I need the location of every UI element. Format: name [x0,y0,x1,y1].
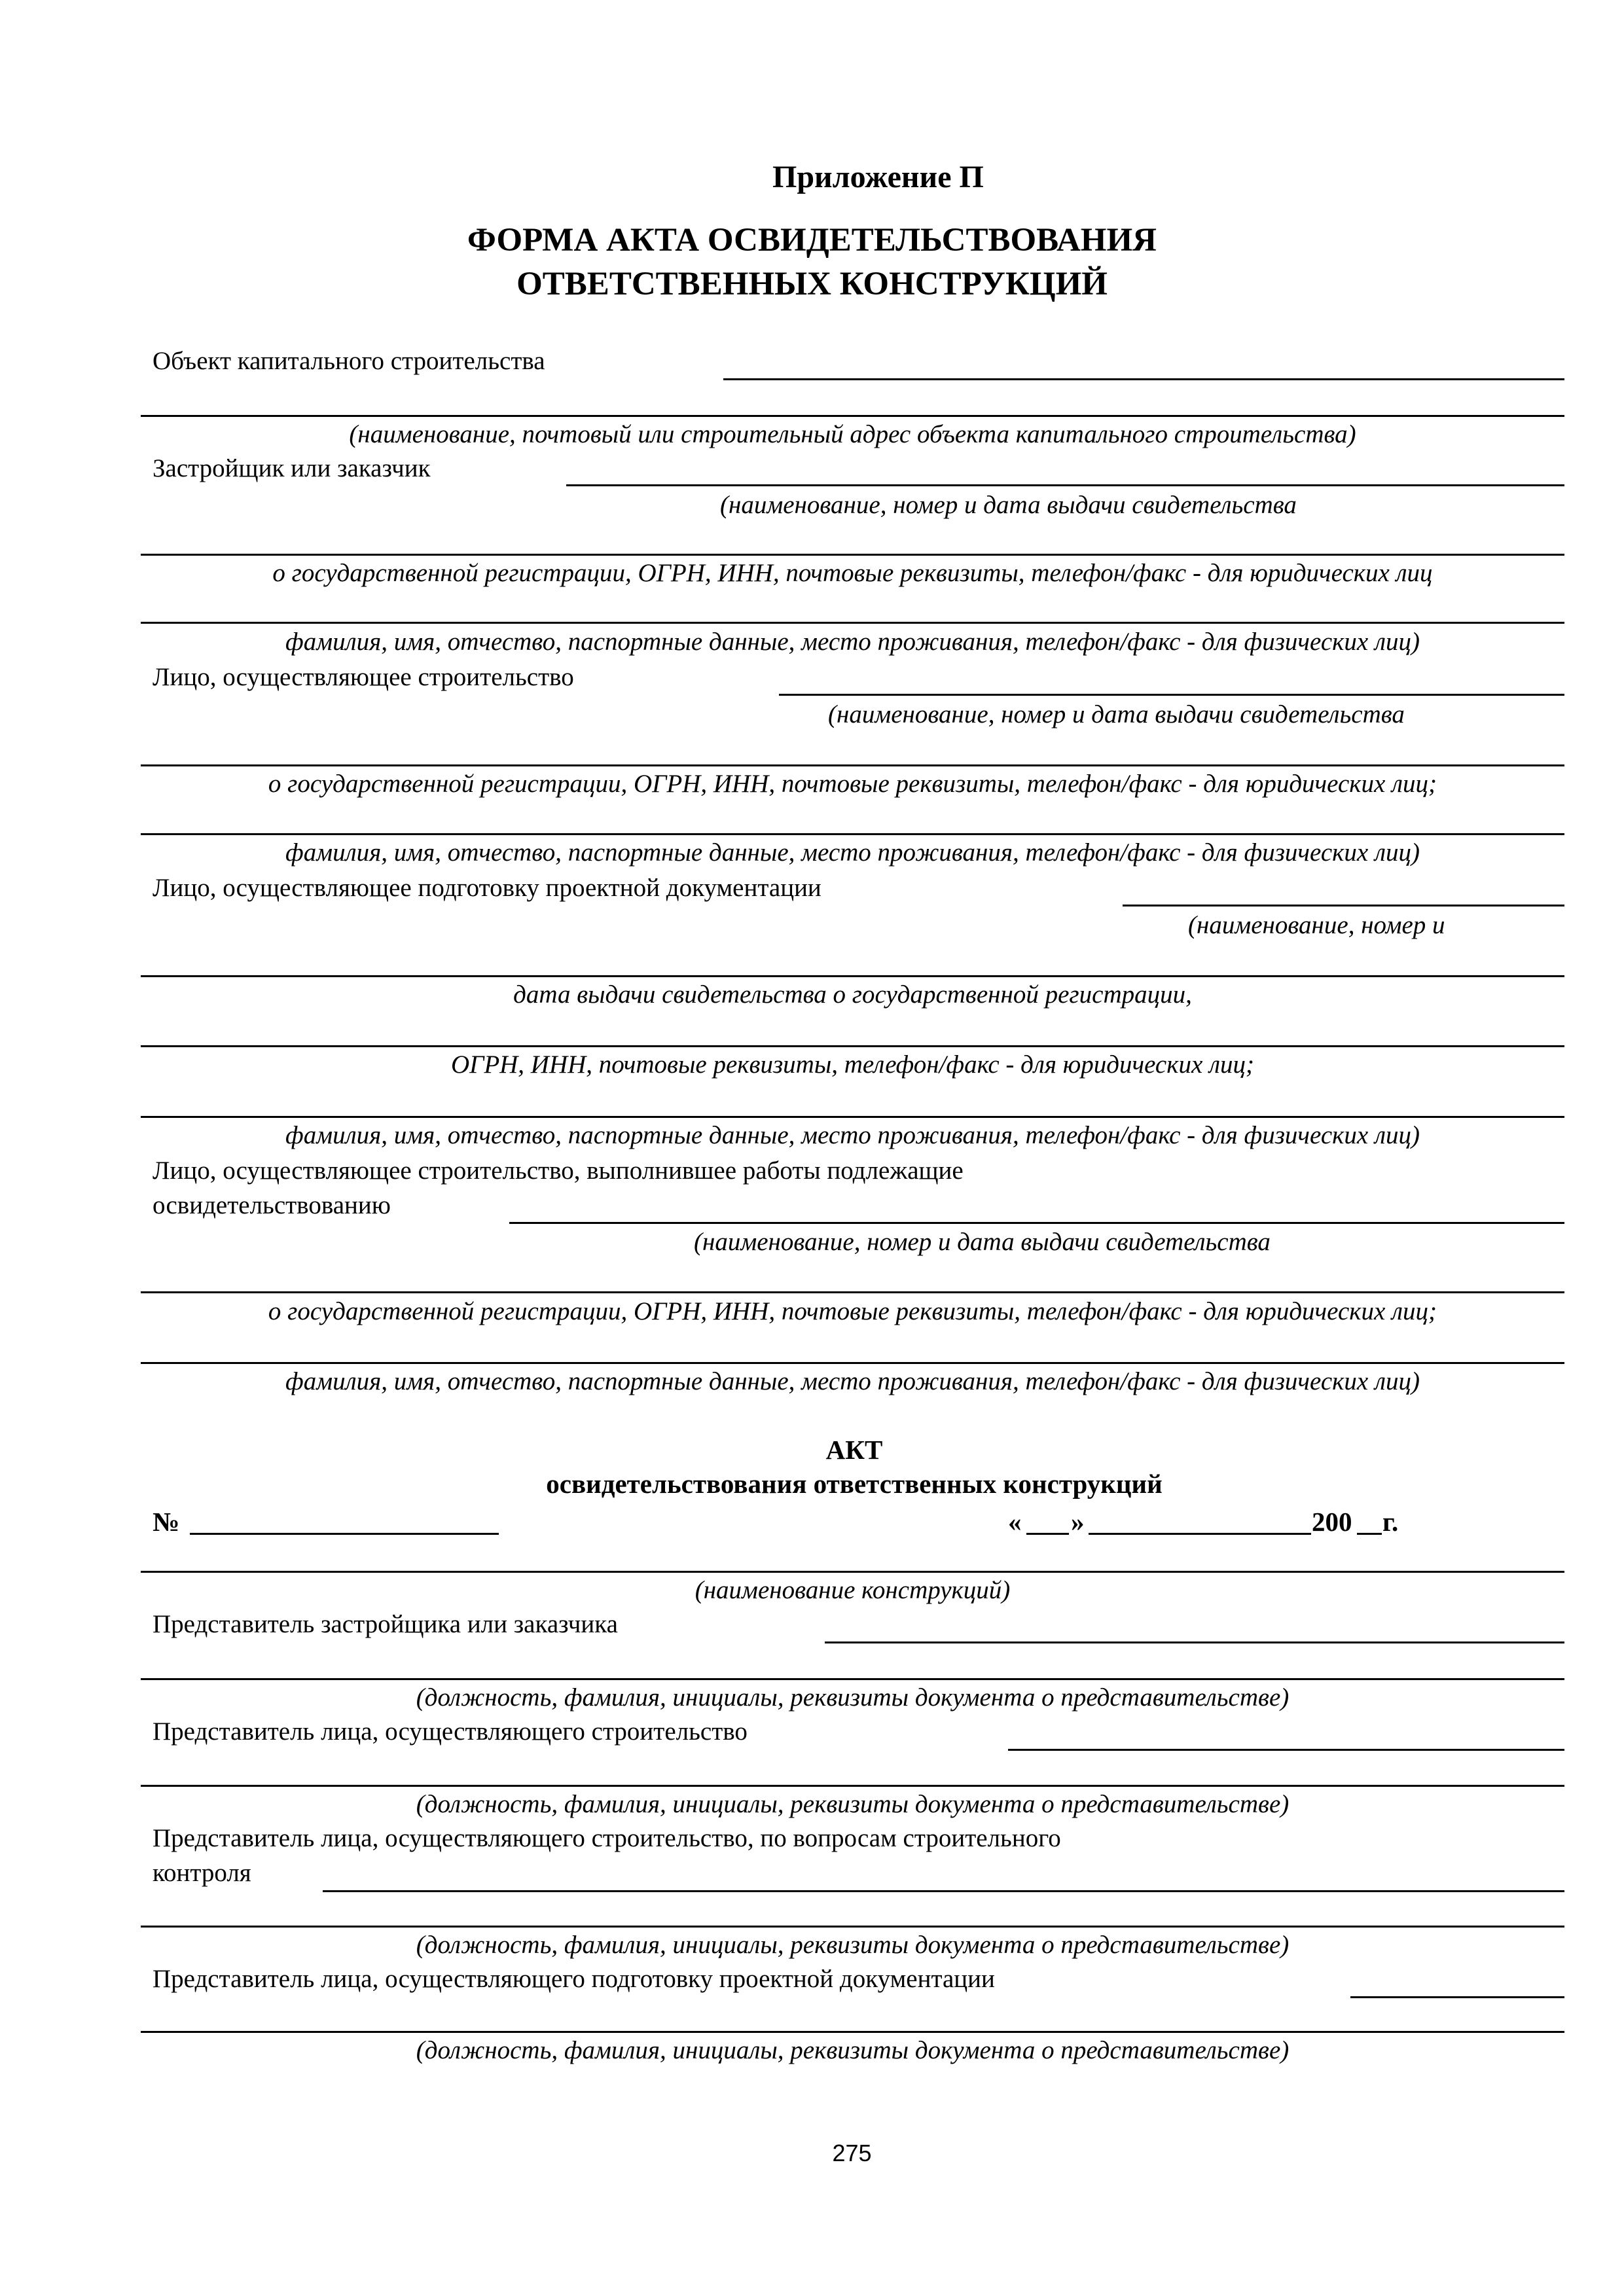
developer-line-2[interactable] [141,554,1564,556]
developer-caption-1: (наименование, номер и дата выдачи свидетельства [720,491,1297,519]
rep-builder-line-2[interactable] [141,1785,1564,1787]
rep-developer-caption: (должность, фамилия, инициалы, реквизиты документа о представительстве) [416,1683,1290,1712]
rep-designer-line-2[interactable] [141,2031,1564,2033]
rep-control-caption: (должность, фамилия, инициалы, реквизиты документа о представительстве) [416,1931,1290,1959]
builder-label: Лицо, осуществляющее строительство [153,663,574,691]
performer-caption-3: фамилия, имя, отчество, паспортные данные, место проживания, телефон/факс - для физических лиц) [285,1367,1420,1395]
object-caption: (наименование, почтовый или строительный адрес объекта капитального строительства) [349,420,1356,448]
builder-line-3[interactable] [141,833,1564,835]
rep-developer-input-line[interactable] [825,1641,1564,1643]
rep-control-label-1: Представитель лица, осуществляющего строительство, по вопросам строительного [153,1824,1061,1852]
builder-line-2[interactable] [141,764,1564,766]
act-number-line[interactable] [190,1533,499,1535]
designer-label: Лицо, осуществляющее подготовку проектной документации [153,874,821,902]
rep-control-label-2: контроля [153,1859,251,1887]
date-day-line[interactable] [1026,1533,1069,1535]
appendix-label: Приложение П [772,160,984,194]
designer-caption-3: ОГРН, ИНН, почтовые реквизиты, телефон/факс - для юридических лиц; [450,1050,1255,1079]
rep-designer-label: Представитель лица, осуществляющего подготовку проектной документации [153,1965,995,1993]
builder-input-line[interactable] [779,694,1564,696]
designer-caption-4: фамилия, имя, отчество, паспортные данные, место проживания, телефон/факс - для физических лиц) [285,1121,1420,1149]
rep-builder-label: Представитель лица, осуществляющего строительство [153,1717,748,1746]
rep-designer-input-line[interactable] [1350,1996,1564,1998]
designer-input-line[interactable] [1123,905,1564,906]
date-year-prefix: 200 [1312,1507,1352,1537]
form-title-line1: ФОРМА АКТА ОСВИДЕТЕЛЬСТВОВАНИЯ [467,222,1157,259]
designer-line-2[interactable] [141,975,1564,977]
builder-caption-2: о государственной регистрации, ОГРН, ИНН, почтовые реквизиты, телефон/факс - для юридических лиц; [268,770,1437,798]
developer-caption-3: фамилия, имя, отчество, паспортные данные, место проживания, телефон/факс - для физических лиц) [285,628,1420,656]
builder-caption-1: (наименование, номер и дата выдачи свидетельства [828,700,1405,728]
page-number: 275 [832,2140,872,2166]
object-full-line[interactable] [141,415,1564,417]
object-input-line[interactable] [723,378,1564,380]
developer-caption-2: о государственной регистрации, ОГРН, ИНН, почтовые реквизиты, телефон/факс - для юридических лиц [272,559,1433,587]
rep-control-input-line[interactable] [323,1890,1564,1892]
designer-line-3[interactable] [141,1045,1564,1047]
rep-builder-input-line[interactable] [1008,1749,1564,1751]
performer-caption-1: (наименование, номер и дата выдачи свидетельства [694,1228,1271,1256]
date-year-suffix: г. [1382,1507,1399,1537]
date-year-line[interactable] [1357,1533,1382,1535]
act-number-prefix: № [153,1507,180,1537]
act-title: АКТ [825,1435,883,1465]
developer-label: Застройщик или заказчик [153,454,431,482]
rep-developer-line-2[interactable] [141,1678,1564,1680]
rep-builder-caption: (должность, фамилия, инициалы, реквизиты документа о представительстве) [416,1790,1290,1818]
performer-line-3[interactable] [141,1362,1564,1364]
developer-input-line[interactable] [566,484,1564,486]
performer-line-2[interactable] [141,1291,1564,1293]
rep-designer-caption: (должность, фамилия, инициалы, реквизиты документа о представительстве) [416,2036,1290,2064]
construction-caption: (наименование конструкций) [695,1576,1011,1604]
builder-caption-3: фамилия, имя, отчество, паспортные данные, место проживания, телефон/факс - для физических лиц) [285,838,1420,867]
date-quote-open: « [1008,1507,1022,1537]
designer-line-4[interactable] [141,1116,1564,1118]
performer-label-1: Лицо, осуществляющее строительство, выполнившее работы подлежащие [153,1157,964,1185]
developer-line-3[interactable] [141,622,1564,624]
date-month-line[interactable] [1089,1533,1311,1535]
object-label: Объект капитального строительства [153,347,545,375]
act-subtitle: освидетельствования ответственных конструкций [546,1469,1163,1499]
rep-developer-label: Представитель застройщика или заказчика [153,1610,618,1638]
rep-control-line-2[interactable] [141,1926,1564,1928]
designer-caption-2: дата выдачи свидетельства о государственной регистрации, [513,980,1192,1009]
performer-label-2: освидетельствованию [153,1191,391,1219]
performer-caption-2: о государственной регистрации, ОГРН, ИНН, почтовые реквизиты, телефон/факс - для юридических лиц; [268,1297,1437,1325]
date-quote-close: » [1071,1507,1085,1537]
form-title-line2: ОТВЕТСТВЕННЫХ КОНСТРУКЦИЙ [516,266,1108,302]
construction-line[interactable] [141,1571,1564,1573]
performer-input-line[interactable] [509,1222,1564,1224]
designer-caption-1: (наименование, номер и [1188,911,1445,939]
